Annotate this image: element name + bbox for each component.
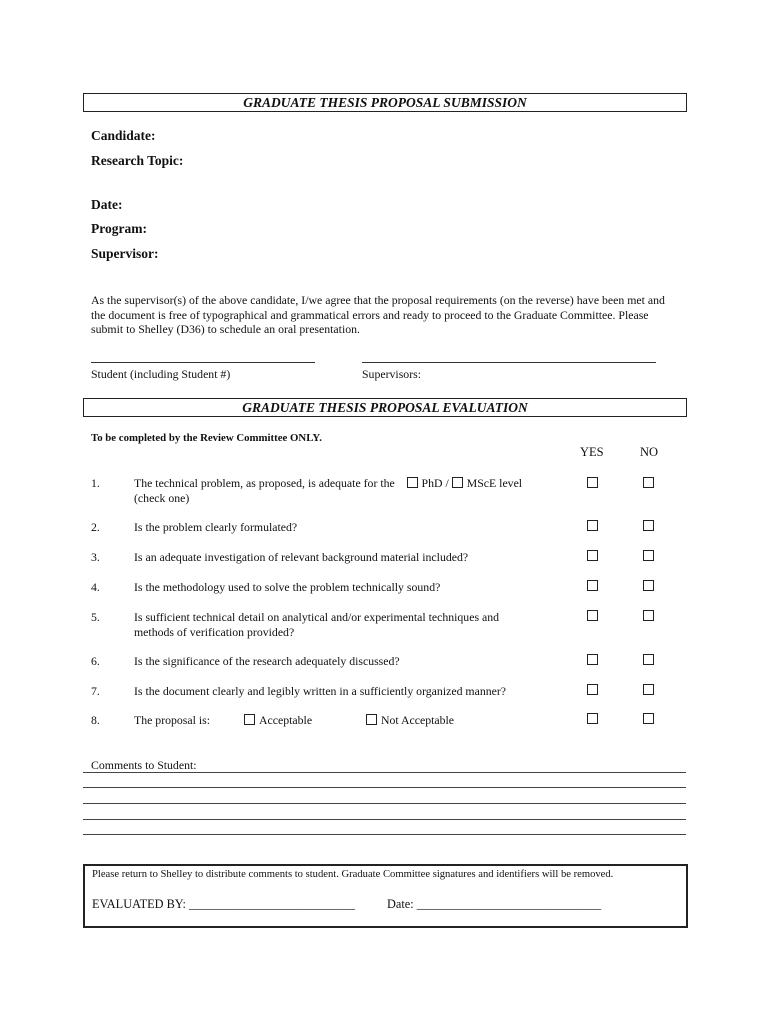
return-note: Please return to Shelley to distribute comments to student. Graduate Committee signatures and identifiers will be removed. (92, 869, 614, 880)
evaluation-instruction: To be completed by the Review Committee ONLY. (91, 432, 322, 444)
candidate-label: Candidate: (91, 128, 156, 143)
msce-checkbox[interactable] (452, 477, 463, 488)
comments-line[interactable] (83, 803, 686, 804)
return-instructions-box (83, 864, 688, 928)
question-7-text: Is the document clearly and legibly written in a sufficiently organized manner? (134, 684, 507, 698)
question-6-text: Is the significance of the research adequately discussed? (134, 654, 400, 668)
evaluated-by-field[interactable]: EVALUATED BY: ___________________________ (92, 897, 356, 911)
phd-checkbox[interactable] (407, 477, 418, 488)
research-topic-label: Research Topic: (91, 153, 184, 168)
acceptable-option (244, 713, 312, 728)
question-5-no-checkbox[interactable] (643, 610, 654, 621)
comments-line[interactable] (83, 787, 686, 788)
question-8-label: The proposal is: (134, 713, 211, 727)
question-6-no-checkbox[interactable] (643, 654, 654, 665)
student-signature-line (91, 362, 315, 363)
phd-label: PhD / (421, 476, 449, 490)
question-2-text: Is the problem clearly formulated? (134, 520, 298, 534)
question-number: 1. (91, 476, 100, 490)
question-7-no-checkbox[interactable] (643, 684, 654, 695)
student-signature-label: Student (including Student #) (91, 367, 231, 381)
check-one-note: (check one) (134, 491, 190, 505)
question-number: 7. (91, 684, 100, 698)
question-number: 4. (91, 580, 100, 594)
question-4-no-checkbox[interactable] (643, 580, 654, 591)
comments-line[interactable] (83, 834, 686, 835)
question-number: 5. (91, 610, 100, 624)
question-1-no-checkbox[interactable] (643, 477, 654, 488)
supervisors-signature-label: Supervisors: (362, 367, 421, 381)
question-1-text (134, 476, 564, 506)
question-1-label: The technical problem, as proposed, is adequate for the (134, 476, 395, 490)
acceptable-checkbox[interactable] (244, 714, 255, 725)
acceptable-label: Acceptable (259, 713, 313, 727)
no-column-header: NO (640, 445, 659, 459)
program-label: Program: (91, 221, 147, 236)
question-1-yes-checkbox[interactable] (587, 477, 598, 488)
question-8-no-checkbox[interactable] (643, 713, 654, 724)
question-6-yes-checkbox[interactable] (587, 654, 598, 665)
submission-title: GRADUATE THESIS PROPOSAL SUBMISSION (83, 93, 687, 112)
question-2-no-checkbox[interactable] (643, 520, 654, 531)
question-8-yes-checkbox[interactable] (587, 713, 598, 724)
question-8-text (134, 713, 564, 728)
question-4-yes-checkbox[interactable] (587, 580, 598, 591)
not-acceptable-label: Not Acceptable (381, 713, 455, 727)
question-number: 2. (91, 520, 100, 534)
not-acceptable-checkbox[interactable] (366, 714, 377, 725)
evaluation-title: GRADUATE THESIS PROPOSAL EVALUATION (83, 398, 687, 417)
question-7-yes-checkbox[interactable] (587, 684, 598, 695)
evaluation-date-field[interactable]: Date: ______________________________ (387, 897, 602, 911)
question-number: 6. (91, 654, 100, 668)
comments-line[interactable] (83, 772, 686, 773)
question-5-yes-checkbox[interactable] (587, 610, 598, 621)
question-3-yes-checkbox[interactable] (587, 550, 598, 561)
yes-column-header: YES (580, 445, 604, 459)
question-number: 8. (91, 713, 100, 727)
question-5-text: Is sufficient technical detail on analytical and/or experimental techniques and methods of verification provided? (134, 610, 500, 639)
question-3-text: Is an adequate investigation of relevant background material included? (134, 550, 469, 564)
msce-label: MScE level (466, 476, 523, 490)
question-4-text: Is the methodology used to solve the problem technically sound? (134, 580, 441, 594)
comments-line[interactable] (83, 819, 686, 820)
question-2-yes-checkbox[interactable] (587, 520, 598, 531)
not-acceptable-option (366, 713, 454, 728)
supervisors-signature-line (362, 362, 656, 363)
comments-label: Comments to Student: (91, 758, 197, 772)
agreement-paragraph: As the supervisor(s) of the above candidate, I/we agree that the proposal requirements (on the reverse) have been met and the document is free of typographical and grammatical errors and ready to proceed to the Graduate Committee. Please submit to Shelley (D36) to schedule an oral presentation. (91, 293, 665, 336)
question-3-no-checkbox[interactable] (643, 550, 654, 561)
supervisor-label: Supervisor: (91, 246, 159, 261)
date-label: Date: (91, 197, 123, 212)
question-number: 3. (91, 550, 100, 564)
